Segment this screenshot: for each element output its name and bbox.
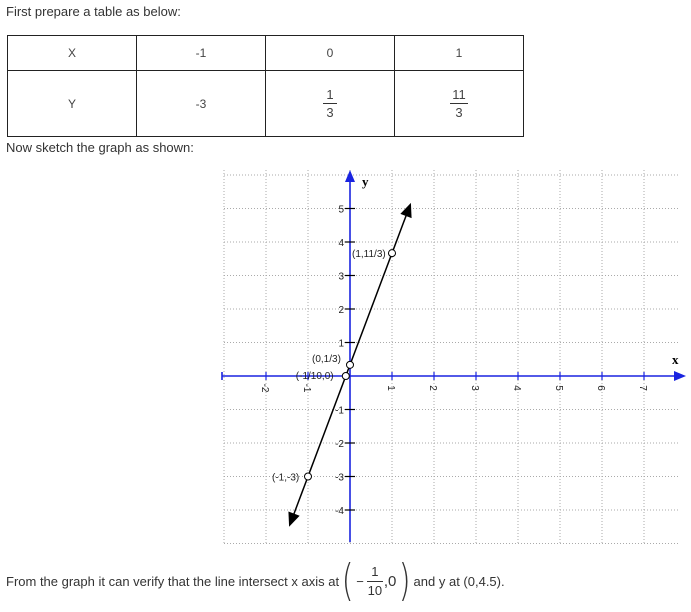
fraction-numerator: 1 [371,563,379,579]
fraction-numerator: 1 [326,87,334,102]
table-cell-x1: -1 [137,36,266,71]
fraction-numerator: 11 [452,87,466,102]
point-0-marker [347,361,354,368]
x-axis-label: x [672,352,679,367]
line-arrow-down [288,512,299,527]
sketch-instruction-text: Now sketch the graph as shown: [6,140,194,155]
fraction-denominator: 3 [455,105,463,120]
y-tick-label: 4 [338,238,344,249]
y-tick-label: 3 [338,271,344,283]
y-tick-label: 2 [338,305,344,316]
table-cell-x3: 1 [395,36,524,71]
comma-zero: ,0 [383,572,397,590]
point-1-label: (1,11/3) [352,249,386,261]
table-cell-x-label: X [8,36,137,71]
x-tick-label: -2 [259,383,270,393]
fraction-denominator: 3 [326,105,334,120]
point-x-intercept-marker [342,373,349,380]
fraction-one-tenth [367,565,383,598]
intro-text: First prepare a table as below: [6,4,181,19]
line-arrow-up [400,203,411,218]
table-cell-y1: -3 [137,71,266,137]
conclusion-suffix: and y at (0,4.5). [413,573,505,589]
point-1-marker [389,250,396,257]
point-neg1-marker [305,473,312,480]
y-tick-label: -2 [335,439,344,450]
table-cell-y-label: Y [8,71,137,137]
conclusion-prefix: From the graph it can verify that the line intersect x axis at [6,573,340,589]
point-0-label: (0,1/3) [312,353,341,365]
y-axis-label: y [362,174,369,189]
x-tick-label: 7 [637,385,648,391]
point-neg1-label: (-1,-3) [272,472,300,484]
y-tick-label: 5 [338,204,344,216]
x-tick-label: 4 [511,385,522,391]
conclusion-text [6,556,505,606]
y-tick-label: -1 [335,405,344,417]
x-axis-arrow [674,371,686,381]
point-x-intercept-label: (-1/10,0) [295,371,334,382]
fraction-bar [367,581,383,582]
y-tick-label: -3 [335,472,344,484]
y-tick-label: 1 [338,338,344,350]
x-tick-label: 3 [469,385,480,391]
x-tick-label: 6 [595,385,606,391]
x-tick-label: 1 [385,385,396,391]
x-tick-label: 2 [427,385,438,391]
y-tick-label: -4 [335,506,344,517]
x-tick-label: -1 [301,383,312,393]
graph-axes [222,170,686,542]
x-tick-label: 5 [553,385,564,391]
y-axis-arrow [345,170,355,182]
table-cell-x2: 0 [266,36,395,71]
graph-grid [224,170,680,545]
left-paren: ( [341,555,354,606]
fraction-denominator: 10 [367,582,383,598]
minus-sign: − [356,573,364,589]
right-paren: ) [398,555,411,606]
